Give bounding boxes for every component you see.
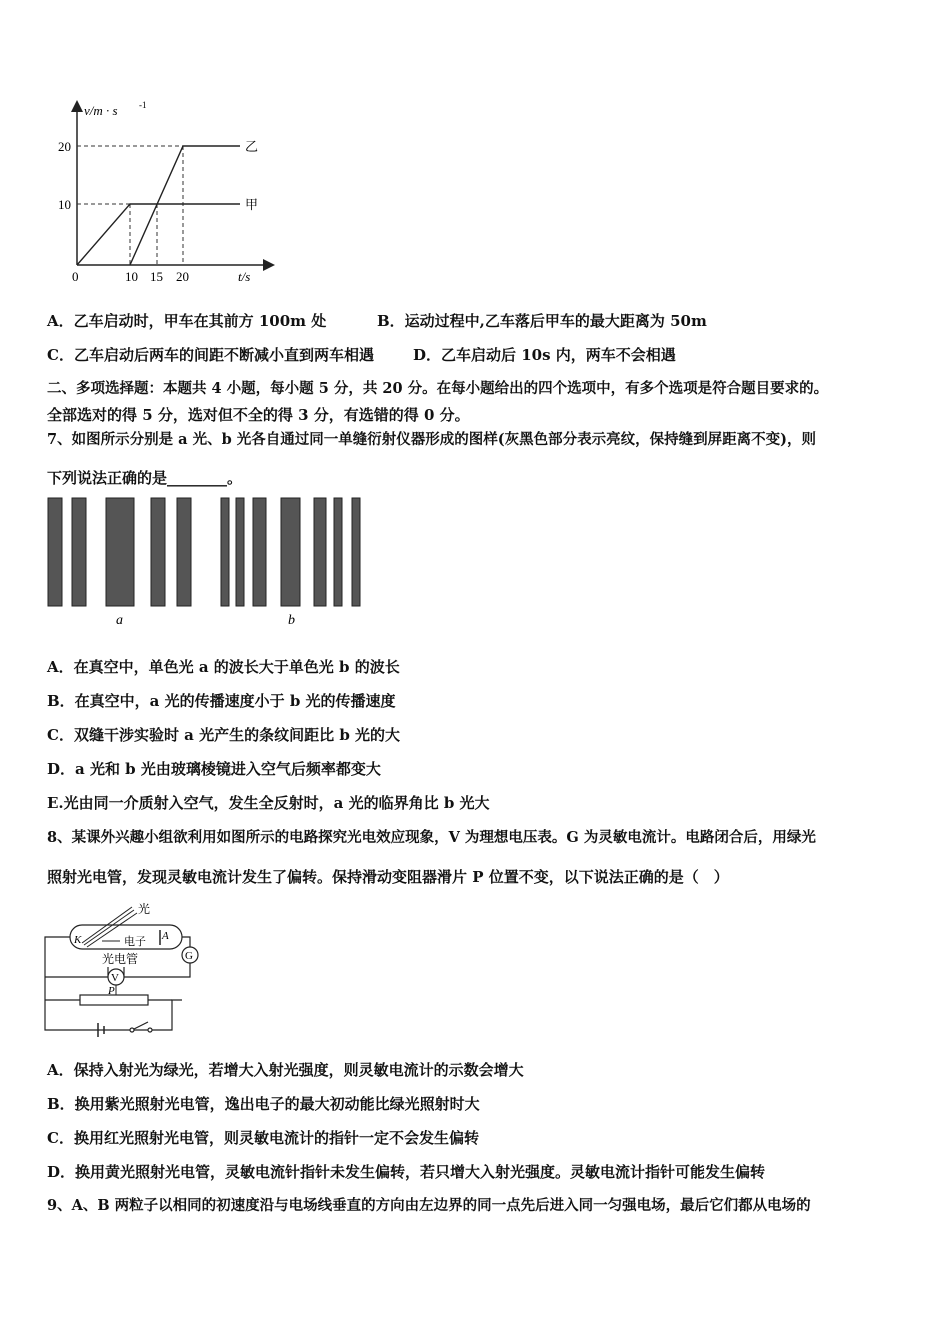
anode-label: A (162, 930, 169, 942)
q7-option-d: D．a 光和 b 光由玻璃棱镜进入空气后频率都变大 (47, 760, 381, 778)
x-tick-10: 10 (125, 269, 138, 284)
q8-option-b: B．换用紫光照射光电管，逸出电子的最大初动能比绿光照射时大 (47, 1095, 480, 1113)
y-axis-exponent: -1 (139, 100, 147, 110)
q8-option-d: D．换用黄光照射光电管，灵敏电流针指针未发生偏转，若只增大入射光强度。灵敏电流计指针可能发生偏转 (47, 1163, 766, 1181)
q6-option-d: D．乙车启动后 10s 内，两车不会相遇 (413, 346, 676, 364)
q6-option-c: C．乙车启动后两车的间距不断减小直到两车相遇 (47, 346, 374, 364)
q9-stem-1: 9、A、B 两粒子以相同的初速度沿与电场线垂直的方向由左边界的同一点先后进入同一匀强电场，最后它们都从电场的 (47, 1197, 811, 1214)
series-jia (77, 204, 240, 265)
x-axis-label: t/s (238, 269, 251, 284)
cathode-label: K (74, 934, 82, 946)
electron-label: 电子 (124, 936, 146, 948)
y-tick-10: 10 (58, 197, 71, 212)
q7-option-e: E.光由同一介质射入空气，发生全反射时，a 光的临界角比 b 光大 (47, 794, 490, 812)
x-tick-15: 15 (150, 269, 163, 284)
series-label-jia: 甲 (245, 197, 259, 212)
light-label: 光 (138, 902, 151, 916)
q7-stem-1: 7、如图所示分别是 a 光、b 光各自通过同一单缝衍射仪器形成的图样(灰黑色部分表示亮纹，保持缝到屏距离不变)，则 (47, 431, 816, 448)
q6-option-a: A．乙车启动时，甲车在其前方 100m 处 (47, 312, 327, 330)
pattern-a (48, 498, 191, 606)
x-tick-0: 0 (72, 269, 79, 284)
q8-stem-2: 照射光电管，发现灵敏电流计发生了偏转。保持滑动变阻器滑片 P 位置不变，以下说法正确的是（ ） (47, 868, 729, 886)
pattern-b-label: b (288, 613, 295, 628)
q7-option-a: A．在真空中，单色光 a 的波长大于单色光 b 的波长 (47, 658, 400, 676)
diffraction-patterns (40, 492, 380, 632)
tube-label: 光电管 (102, 952, 139, 966)
q8-option-c: C．换用红光照射光电管，则灵敏电流计的指针一定不会发生偏转 (47, 1129, 479, 1147)
series-yi (130, 146, 240, 265)
series-label-yi: 乙 (245, 139, 259, 154)
pattern-a-label: a (116, 613, 123, 628)
pattern-b (221, 498, 360, 606)
q7-option-b: B．在真空中，a 光的传播速度小于 b 光的传播速度 (47, 692, 396, 710)
q6-option-b: B．运动过程中,乙车落后甲车的最大距离为 50m (377, 312, 707, 330)
x-tick-20: 20 (176, 269, 189, 284)
y-axis-label: v/m · s (84, 103, 118, 118)
vt-graph (40, 95, 280, 295)
section2-instructions-2: 全部选对的得 5 分，选对但不全的得 3 分，有选错的得 0 分。 (47, 406, 470, 424)
q7-option-c: C．双缝干涉实验时 a 光产生的条纹间距比 b 光的大 (47, 726, 401, 744)
q7-stem-2: 下列说法正确的是________。 (47, 469, 243, 487)
q8-option-a: A．保持入射光为绿光，若增大入射光强度，则灵敏电流计的示数会增大 (47, 1061, 524, 1079)
galvanometer-label: G (185, 950, 193, 962)
section2-instructions-1: 二、多项选择题：本题共 4 小题，每小题 5 分，共 20 分。在每小题给出的四个选项中，有多个选项是符合题目要求的。 (47, 380, 829, 397)
voltmeter-label: V (111, 972, 119, 984)
photoelectric-circuit (40, 897, 210, 1037)
slider-label: P (108, 985, 115, 997)
y-tick-20: 20 (58, 139, 71, 154)
q8-stem-1: 8、某课外兴趣小组欲利用如图所示的电路探究光电效应现象，V 为理想电压表。G 为灵敏电流计。电路闭合后，用绿光 (47, 829, 816, 846)
